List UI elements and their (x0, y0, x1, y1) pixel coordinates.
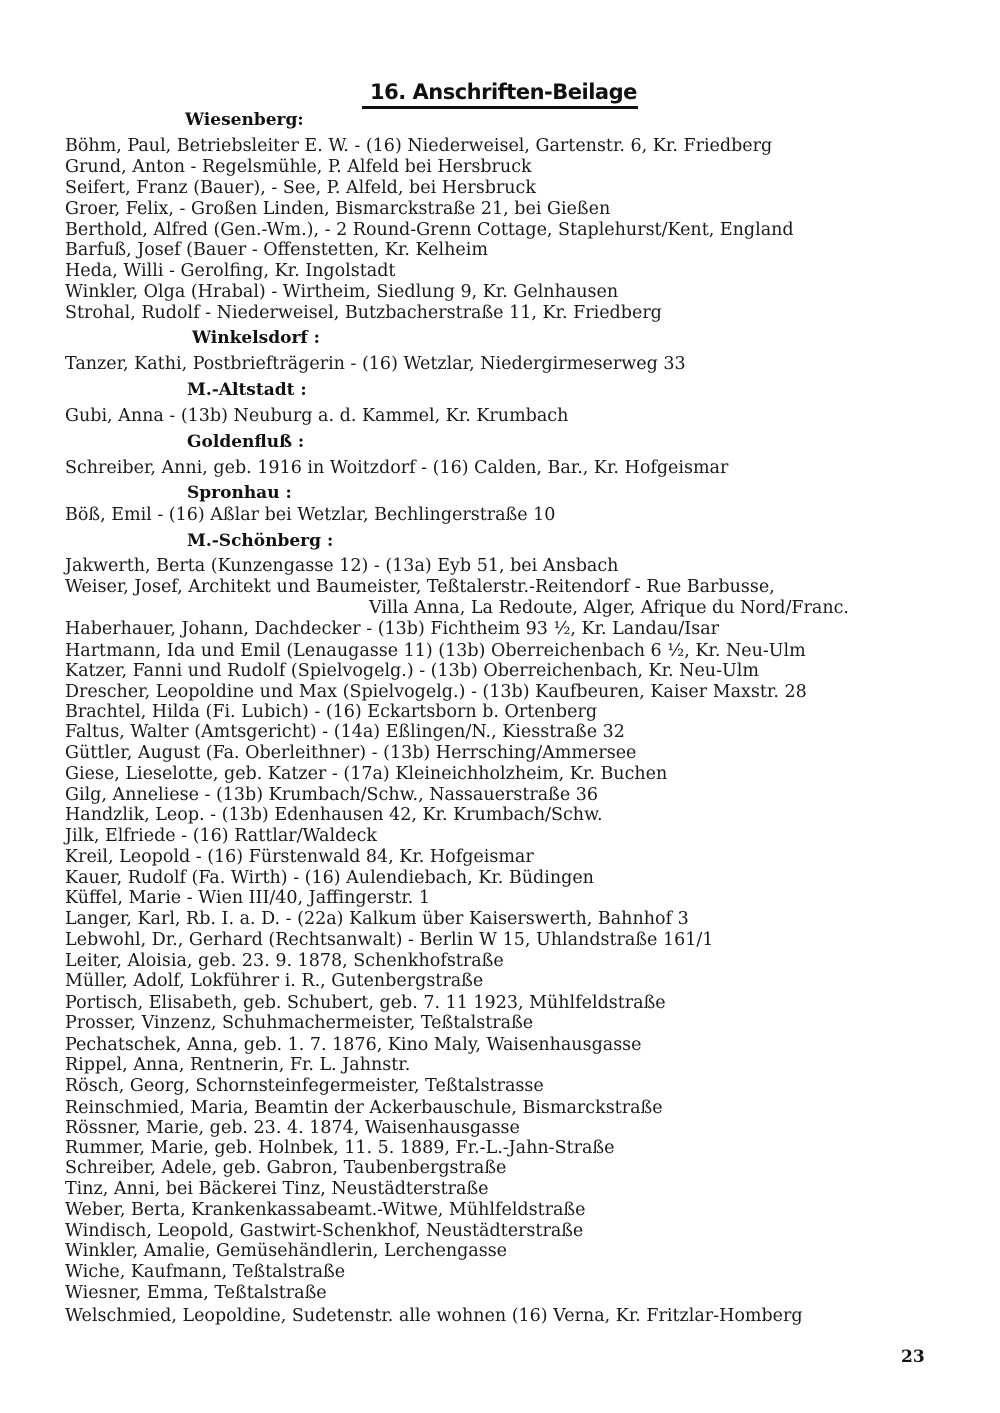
address-line: Reinschmied, Maria, Beamtin der Ackerbauschule, Bismarckstraße (65, 1098, 663, 1118)
address-line: Winkler, Olga (Hrabal) - Wirtheim, Siedlung 9, Kr. Gelnhausen (65, 282, 619, 302)
address-line: Pechatschek, Anna, geb. 1. 7. 1876, Kino Maly, Waisenhausgasse (65, 1035, 642, 1055)
address-line: Brachtel, Hilda (Fi. Lubich) - (16) Eckartsborn b. Ortenberg (65, 702, 598, 722)
address-line: Haberhauer, Johann, Dachdecker - (13b) Fichtheim 93 ½, Kr. Landau/Isar (65, 619, 719, 639)
address-line: Leiter, Aloisia, geb. 23. 9. 1878, Schenkhofstraße (65, 951, 504, 971)
address-line: Weiser, Josef, Architekt und Baumeister, Teßtalerstr.-Reitendorf - Rue Barbusse, (65, 577, 775, 597)
title-underline (362, 106, 638, 109)
address-line-continued: Villa Anna, La Redoute, Alger, Afrique du Nord/Franc. (369, 598, 849, 618)
address-line: Grund, Anton - Regelsmühle, P. Alfeld bei Hersbruck (65, 157, 532, 177)
address-line: Gilg, Anneliese - (13b) Krumbach/Schw., Nassauerstraße 36 (65, 785, 599, 805)
address-line: Giese, Lieselotte, geb. Katzer - (17a) Kleineichholzheim, Kr. Buchen (65, 764, 668, 784)
address-line: Welschmied, Leopoldine, Sudetenstr. alle wohnen (16) Verna, Kr. Fritzlar-Homberg (65, 1306, 803, 1326)
address-line: Weber, Berta, Krankenkassabeamt.-Witwe, Mühlfeldstraße (65, 1200, 586, 1220)
address-line: Rössner, Marie, geb. 23. 4. 1874, Waisenhausgasse (65, 1118, 520, 1138)
page-title: 16. Anschriften-Beilage (370, 80, 637, 104)
address-line: Küffel, Marie - Wien III/40, Jaffingerstr. 1 (65, 888, 431, 908)
address-line: Barfuß, Josef (Bauer - Offenstetten, Kr. Kelheim (65, 240, 488, 260)
address-line: Rummer, Marie, geb. Holnbek, 11. 5. 1889, Fr.-L.-Jahn-Straße (65, 1138, 615, 1158)
address-line: Rösch, Georg, Schornsteinfegermeister, Teßtalstrasse (65, 1076, 544, 1096)
section-heading-wiesenberg: Wiesenberg: (185, 110, 304, 130)
address-line: Gubi, Anna - (13b) Neuburg a. d. Kammel, Kr. Krumbach (65, 406, 569, 426)
address-line: Kauer, Rudolf (Fa. Wirth) - (16) Aulendiebach, Kr. Büdingen (65, 868, 594, 888)
address-line: Müller, Adolf, Lokführer i. R., Gutenbergstraße (65, 971, 484, 991)
section-heading-spronhau: Spronhau : (187, 483, 292, 503)
address-line: Prosser, Vinzenz, Schuhmachermeister, Teßtalstraße (65, 1013, 534, 1033)
section-heading-winkelsdorf: Winkelsdorf : (192, 328, 320, 348)
address-line: Groer, Felix, - Großen Linden, Bismarckstraße 21, bei Gießen (65, 199, 611, 219)
address-line: Schreiber, Adele, geb. Gabron, Taubenbergstraße (65, 1158, 507, 1178)
address-line: Lebwohl, Dr., Gerhard (Rechtsanwalt) - Berlin W 15, Uhlandstraße 161/1 (65, 930, 714, 950)
address-line: Heda, Willi - Gerolfing, Kr. Ingolstadt (65, 261, 396, 281)
address-line: Langer, Karl, Rb. I. a. D. - (22a) Kalkum über Kaiserswerth, Bahnhof 3 (65, 909, 689, 929)
address-line: Schreiber, Anni, geb. 1916 in Woitzdorf - (16) Calden, Bar., Kr. Hofgeismar (65, 458, 729, 478)
address-line: Böß, Emil - (16) Aßlar bei Wetzlar, Bechlingerstraße 10 (65, 505, 556, 525)
section-heading-m-altstadt: M.-Altstadt : (187, 380, 307, 400)
address-line: Strohal, Rudolf - Niederweisel, Butzbacherstraße 11, Kr. Friedberg (65, 303, 662, 323)
address-line: Böhm, Paul, Betriebsleiter E. W. - (16) Niederweisel, Gartenstr. 6, Kr. Friedberg (65, 136, 773, 156)
address-line: Windisch, Leopold, Gastwirt-Schenkhof, Neustädterstraße (65, 1221, 584, 1241)
address-line: Handzlik, Leop. - (13b) Edenhausen 42, Kr. Krumbach/Schw. (65, 805, 603, 825)
section-heading-goldenfluss: Goldenfluß : (187, 432, 305, 452)
address-line: Wiesner, Emma, Teßtalstraße (65, 1283, 327, 1303)
address-line: Portisch, Elisabeth, geb. Schubert, geb. 7. 11 1923, Mühlfeldstraße (65, 993, 666, 1013)
section-heading-m-schoenberg: M.-Schönberg : (187, 531, 334, 551)
address-line: Katzer, Fanni und Rudolf (Spielvogelg.) - (13b) Oberreichenbach, Kr. Neu-Ulm (65, 661, 759, 681)
address-line: Tinz, Anni, bei Bäckerei Tinz, Neustädterstraße (65, 1179, 489, 1199)
address-line: Jilk, Elfriede - (16) Rattlar/Waldeck (65, 826, 378, 846)
address-line: Wiche, Kaufmann, Teßtalstraße (65, 1262, 346, 1282)
address-line: Winkler, Amalie, Gemüsehändlerin, Lerchengasse (65, 1241, 508, 1261)
address-line: Seifert, Franz (Bauer), - See, P. Alfeld, bei Hersbruck (65, 178, 536, 198)
address-line: Güttler, August (Fa. Oberleithner) - (13b) Herrsching/Ammersee (65, 743, 637, 763)
address-line: Tanzer, Kathi, Postbriefträgerin - (16) Wetzlar, Niedergirmeserweg 33 (65, 354, 686, 374)
address-line: Hartmann, Ida und Emil (Lenaugasse 11) (13b) Oberreichenbach 6 ½, Kr. Neu-Ulm (65, 641, 806, 661)
address-line: Kreil, Leopold - (16) Fürstenwald 84, Kr. Hofgeismar (65, 847, 534, 867)
address-line: Faltus, Walter (Amtsgericht) - (14a) Eßlingen/N., Kiesstraße 32 (65, 722, 625, 742)
address-line: Jakwerth, Berta (Kunzengasse 12) - (13a) Eyb 51, bei Ansbach (65, 556, 619, 576)
address-line: Rippel, Anna, Rentnerin, Fr. L. Jahnstr. (65, 1055, 411, 1075)
address-line: Berthold, Alfred (Gen.-Wm.), - 2 Round-Grenn Cottage, Staplehurst/Kent, England (65, 220, 794, 240)
page-number: 23 (901, 1347, 925, 1367)
address-line: Drescher, Leopoldine und Max (Spielvogelg.) - (13b) Kaufbeuren, Kaiser Maxstr. 28 (65, 682, 807, 702)
